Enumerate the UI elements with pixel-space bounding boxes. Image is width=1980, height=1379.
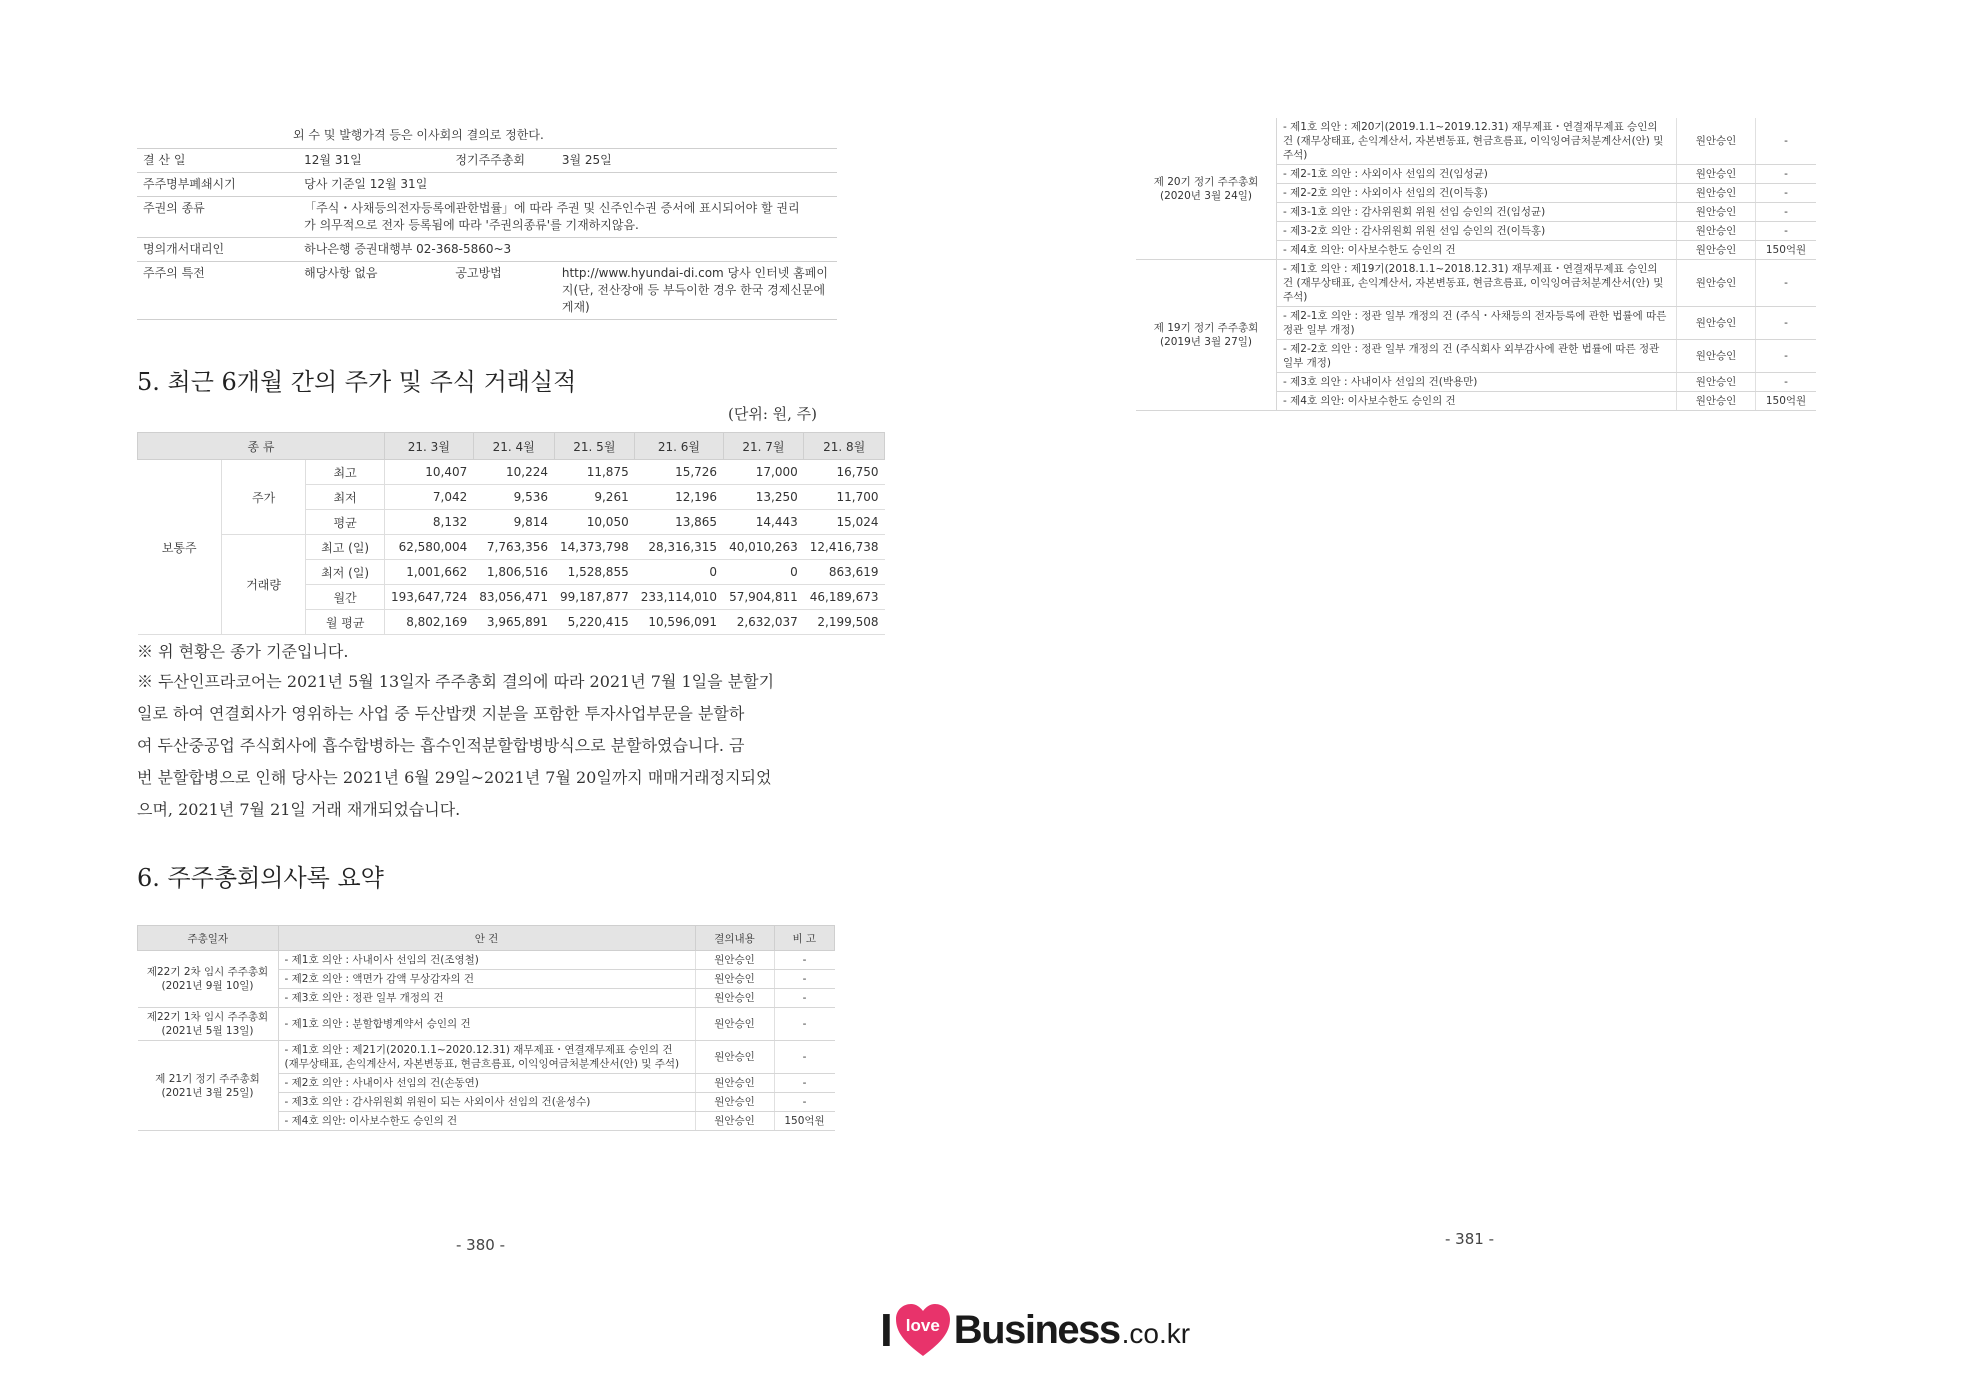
- cell-value: 1,528,855: [554, 560, 635, 585]
- remark: -: [1756, 222, 1817, 241]
- settlement-value: 12월 31일: [298, 149, 449, 173]
- col-header-type: 종 류: [138, 433, 385, 460]
- cell-value: 57,904,811: [723, 585, 804, 610]
- meeting-date: 제 21기 정기 주주총회 (2021년 3월 25일): [138, 1041, 279, 1131]
- remark: -: [1756, 165, 1817, 184]
- note-line: 번 분할합병으로 인해 당사는 2021년 6월 29일~2021년 7월 20일까지 매매거래정지되었: [137, 768, 772, 787]
- meeting-minutes-body-left: [138, 951, 835, 1131]
- resolution: 원안승인: [695, 989, 774, 1008]
- remark: 150억원: [1756, 392, 1817, 411]
- resolution: 원안승인: [1677, 184, 1756, 203]
- stock-price-body: [138, 460, 885, 635]
- col-header-month: 21. 8월: [804, 433, 885, 460]
- agenda-item: - 제3-2호 의안 : 감사위원회 위원 선임 승인의 건(이득홍): [1277, 222, 1677, 241]
- table-row: [1136, 260, 1816, 307]
- stock-price-table: [137, 432, 885, 635]
- cell-value: 40,010,263: [723, 535, 804, 560]
- meeting-minutes-table-right: [1136, 118, 1816, 411]
- note-closing-basis: ※ 위 현황은 종가 기준입니다.: [137, 642, 349, 661]
- closing-value: 당사 기준일 12월 31일: [298, 173, 837, 197]
- cell-value: 46,189,673: [804, 585, 885, 610]
- resolution: 원안승인: [695, 1074, 774, 1093]
- cell-value: 1,806,516: [473, 560, 554, 585]
- agenda-item: - 제2-2호 의안 : 사외이사 선임의 건(이득홍): [1277, 184, 1677, 203]
- cell-value: 11,700: [804, 485, 885, 510]
- table-row: [138, 460, 885, 485]
- cell-value: 2,632,037: [723, 610, 804, 635]
- agenda-item: - 제3호 의안 : 사내이사 선임의 건(박용만): [1277, 373, 1677, 392]
- remark: -: [774, 951, 835, 970]
- closing-label: 주주명부폐쇄시기: [137, 173, 298, 197]
- row-label: 최저: [306, 485, 385, 510]
- volume-label: 거래량: [221, 535, 305, 635]
- logo-domain: .co.kr: [1121, 1318, 1191, 1349]
- resolution: 원안승인: [695, 1041, 774, 1074]
- cell-value: 10,407: [384, 460, 473, 485]
- remark: -: [1756, 118, 1817, 165]
- table-header-row: [138, 926, 835, 951]
- agenda-item: - 제4호 의안: 이사보수한도 승인의 건: [1277, 241, 1677, 260]
- info-lead-text: 외 수 및 발행가격 등은 이사회의 결의로 정한다.: [293, 128, 544, 142]
- meeting-date: 제22기 1차 임시 주주총회 (2021년 5월 13일): [138, 1008, 279, 1041]
- cell-value: 1,001,662: [384, 560, 473, 585]
- col-header-month: 21. 6월: [635, 433, 723, 460]
- cell-value: 10,596,091: [635, 610, 723, 635]
- agenda-item: - 제1호 의안 : 제19기(2018.1.1~2018.12.31) 재무제표・연결재무제표 승인의 건 (재무상태표, 손익계산서, 자본변동표, 현금흐름표, 이익잉여금처분계산서(안) 및 주석): [1277, 260, 1677, 307]
- logo-business: Business: [953, 1307, 1120, 1352]
- meeting-date: 제22기 2차 임시 주주총회 (2021년 9월 10일): [138, 951, 279, 1008]
- agenda-item: - 제4호 의안: 이사보수한도 승인의 건: [278, 1112, 695, 1131]
- cell-value: 11,875: [554, 460, 635, 485]
- meeting-date: 제 19기 정기 주주총회 (2019년 3월 27일): [1136, 260, 1277, 411]
- resolution: 원안승인: [695, 951, 774, 970]
- table-row: [137, 262, 837, 320]
- agenda-item: - 제4호 의안: 이사보수한도 승인의 건: [1277, 392, 1677, 411]
- cell-value: 7,042: [384, 485, 473, 510]
- cell-value: 5,220,415: [554, 610, 635, 635]
- cell-value: 14,443: [723, 510, 804, 535]
- row-label: 월 평균: [306, 610, 385, 635]
- unit-label: (단위: 원, 주): [728, 405, 818, 423]
- remark: -: [1756, 340, 1817, 373]
- meeting-minutes-table-left: [137, 925, 835, 1131]
- agenda-item: - 제2-1호 의안 : 사외이사 선임의 건(임성균): [1277, 165, 1677, 184]
- group-label: 보통주: [138, 460, 222, 635]
- row-label: 최저 (일): [306, 560, 385, 585]
- resolution: 원안승인: [695, 1093, 774, 1112]
- row-label: 최고: [306, 460, 385, 485]
- price-label: 주가: [221, 460, 305, 535]
- remark: -: [1756, 373, 1817, 392]
- transfer-agent-label: 명의개서대리인: [137, 238, 298, 262]
- section5-heading: 5. 최근 6개월 간의 주가 및 주식 거래실적: [137, 368, 577, 396]
- table-row: [1136, 118, 1816, 165]
- cell-value: 8,802,169: [384, 610, 473, 635]
- agenda-item: - 제1호 의안 : 제21기(2020.1.1~2020.12.31) 재무제표・연결재무제표 승인의 건 (재무상태표, 손익계산서, 자본변동표, 현금흐름표, 이익잉여금처분계산서(안) 및 주석): [278, 1041, 695, 1074]
- resolution: 원안승인: [1677, 165, 1756, 184]
- table-row: [138, 951, 835, 970]
- meeting-date: 제 20기 정기 주주총회 (2020년 3월 24일): [1136, 118, 1277, 260]
- cell-value: 863,619: [804, 560, 885, 585]
- cell-value: 9,814: [473, 510, 554, 535]
- meeting-minutes-body-right: [1136, 118, 1816, 411]
- logo-i: I: [880, 1304, 892, 1356]
- cell-value: 15,726: [635, 460, 723, 485]
- col-header-result: 결의내용: [695, 926, 774, 951]
- remark: -: [774, 1008, 835, 1041]
- cell-value: 99,187,877: [554, 585, 635, 610]
- table-row: [138, 1041, 835, 1074]
- brand-logo: [880, 1300, 1190, 1360]
- cell-value: 9,261: [554, 485, 635, 510]
- settlement-label: 결 산 일: [137, 149, 298, 173]
- resolution: 원안승인: [1677, 241, 1756, 260]
- company-info-table: [137, 148, 837, 320]
- resolution: 원안승인: [1677, 260, 1756, 307]
- row-label: 월간: [306, 585, 385, 610]
- agenda-item: - 제3-1호 의안 : 감사위원회 위원 선임 승인의 건(임성균): [1277, 203, 1677, 222]
- table-row: [137, 238, 837, 262]
- agm-label: 정기주주총회: [449, 149, 555, 173]
- remark: -: [774, 1041, 835, 1074]
- cell-value: 16,750: [804, 460, 885, 485]
- cell-value: 233,114,010: [635, 585, 723, 610]
- remark: -: [1756, 184, 1817, 203]
- cell-value: 12,416,738: [804, 535, 885, 560]
- note-line: ※ 두산인프라코어는 2021년 5월 13일자 주주총회 결의에 따라 2021년 7월 1일을 분할기: [137, 672, 775, 691]
- agenda-item: - 제1호 의안 : 제20기(2019.1.1~2019.12.31) 재무제표・연결재무제표 승인의 건 (재무상태표, 손익계산서, 자본변동표, 현금흐름표, 이익잉여금처분계산서(안) 및 주석): [1277, 118, 1677, 165]
- agenda-item: - 제3호 의안 : 감사위원회 위원이 되는 사외이사 선임의 건(윤성수): [278, 1093, 695, 1112]
- cell-value: 17,000: [723, 460, 804, 485]
- agenda-item: - 제2호 의안 : 액면가 감액 무상감자의 건: [278, 970, 695, 989]
- cell-value: 10,224: [473, 460, 554, 485]
- resolution: 원안승인: [695, 970, 774, 989]
- resolution: 원안승인: [1677, 222, 1756, 241]
- agenda-item: - 제1호 의안 : 분할합병계약서 승인의 건: [278, 1008, 695, 1041]
- cell-value: 0: [723, 560, 804, 585]
- cell-value: 62,580,004: [384, 535, 473, 560]
- heart-icon: [894, 1302, 952, 1358]
- notice-label: 공고방법: [449, 262, 555, 320]
- table-row: [137, 173, 837, 197]
- note-line: 일로 하여 연결회사가 영위하는 사업 중 두산밥캣 지분을 포함한 투자사업부문을 분할하: [137, 704, 745, 723]
- table-row: [137, 197, 837, 238]
- cell-value: 0: [635, 560, 723, 585]
- cell-value: 8,132: [384, 510, 473, 535]
- resolution: 원안승인: [695, 1008, 774, 1041]
- agenda-item: - 제2-1호 의안 : 정관 일부 개정의 건 (주식・사채등의 전자등록에 관한 법률에 따른 정관 일부 개정): [1277, 307, 1677, 340]
- col-header-month: 21. 5월: [554, 433, 635, 460]
- agenda-item: - 제1호 의안 : 사내이사 선임의 건(조영철): [278, 951, 695, 970]
- cell-value: 13,865: [635, 510, 723, 535]
- notice-value: http://www.hyundai-di.com 당사 인터넷 홈페이지(단, 전산장애 등 부득이한 경우 한국 경제신문에 게재): [556, 262, 837, 320]
- remark: -: [1756, 203, 1817, 222]
- cell-value: 3,965,891: [473, 610, 554, 635]
- section6-heading: 6. 주주총회의사록 요약: [137, 864, 384, 892]
- resolution: 원안승인: [1677, 307, 1756, 340]
- remark: -: [774, 1074, 835, 1093]
- resolution: 원안승인: [1677, 203, 1756, 222]
- cell-value: 9,536: [473, 485, 554, 510]
- cell-value: 14,373,798: [554, 535, 635, 560]
- resolution: 원안승인: [1677, 392, 1756, 411]
- note-line: 여 두산중공업 주식회사에 흡수합병하는 흡수인적분할합병방식으로 분할하였습니다. 금: [137, 736, 745, 755]
- col-header-note: 비 고: [774, 926, 835, 951]
- cell-value: 7,763,356: [473, 535, 554, 560]
- note-line: 으며, 2021년 7월 21일 거래 재개되었습니다.: [137, 800, 461, 819]
- cell-value: 15,024: [804, 510, 885, 535]
- table-row: [138, 535, 885, 560]
- table-row: [138, 1008, 835, 1041]
- resolution: 원안승인: [1677, 373, 1756, 392]
- resolution: 원안승인: [1677, 118, 1756, 165]
- cell-value: 28,316,315: [635, 535, 723, 560]
- page-number-right: - 381 -: [1445, 1230, 1494, 1248]
- transfer-agent-value: 하나은행 증권대행부 02-368-5860~3: [298, 238, 837, 262]
- resolution: 원안승인: [1677, 340, 1756, 373]
- share-type-label: 주권의 종류: [137, 197, 298, 238]
- agenda-item: - 제2호 의안 : 사내이사 선임의 건(손동연): [278, 1074, 695, 1093]
- cell-value: 12,196: [635, 485, 723, 510]
- cell-value: 2,199,508: [804, 610, 885, 635]
- agenda-item: - 제3호 의안 : 정관 일부 개정의 건: [278, 989, 695, 1008]
- col-header-month: 21. 7월: [723, 433, 804, 460]
- benefits-label: 주주의 특전: [137, 262, 298, 320]
- table-row: [137, 149, 837, 173]
- resolution: 원안승인: [695, 1112, 774, 1131]
- benefits-value: 해당사항 없음: [298, 262, 449, 320]
- remark: 150억원: [1756, 241, 1817, 260]
- cell-value: 10,050: [554, 510, 635, 535]
- table-header-row: [138, 433, 885, 460]
- row-label: 최고 (일): [306, 535, 385, 560]
- col-header-month: 21. 3월: [384, 433, 473, 460]
- split-merger-note: [137, 666, 857, 826]
- agenda-item: - 제2-2호 의안 : 정관 일부 개정의 건 (주식회사 외부감사에 관한 법률에 따른 정관 일부 개정): [1277, 340, 1677, 373]
- cell-value: 193,647,724: [384, 585, 473, 610]
- page-number-left: - 380 -: [456, 1236, 505, 1254]
- row-label: 평균: [306, 510, 385, 535]
- remark: -: [774, 970, 835, 989]
- col-header-date: 주총일자: [138, 926, 279, 951]
- cell-value: 83,056,471: [473, 585, 554, 610]
- remark: -: [774, 989, 835, 1008]
- col-header-agenda: 안 건: [278, 926, 695, 951]
- remark: -: [774, 1093, 835, 1112]
- cell-value: 13,250: [723, 485, 804, 510]
- remark: 150억원: [774, 1112, 835, 1131]
- remark: -: [1756, 260, 1817, 307]
- logo-love: love: [905, 1316, 940, 1335]
- remark: -: [1756, 307, 1817, 340]
- col-header-month: 21. 4월: [473, 433, 554, 460]
- agm-value: 3월 25일: [556, 149, 837, 173]
- share-type-value: 「주식・사채등의전자등록에관한법률」에 따라 주권 및 신주인수권 증서에 표시되어야 할 권리가 의무적으로 전자 등록됨에 따라 '주권의종류'를 기재하지않음.: [298, 197, 837, 238]
